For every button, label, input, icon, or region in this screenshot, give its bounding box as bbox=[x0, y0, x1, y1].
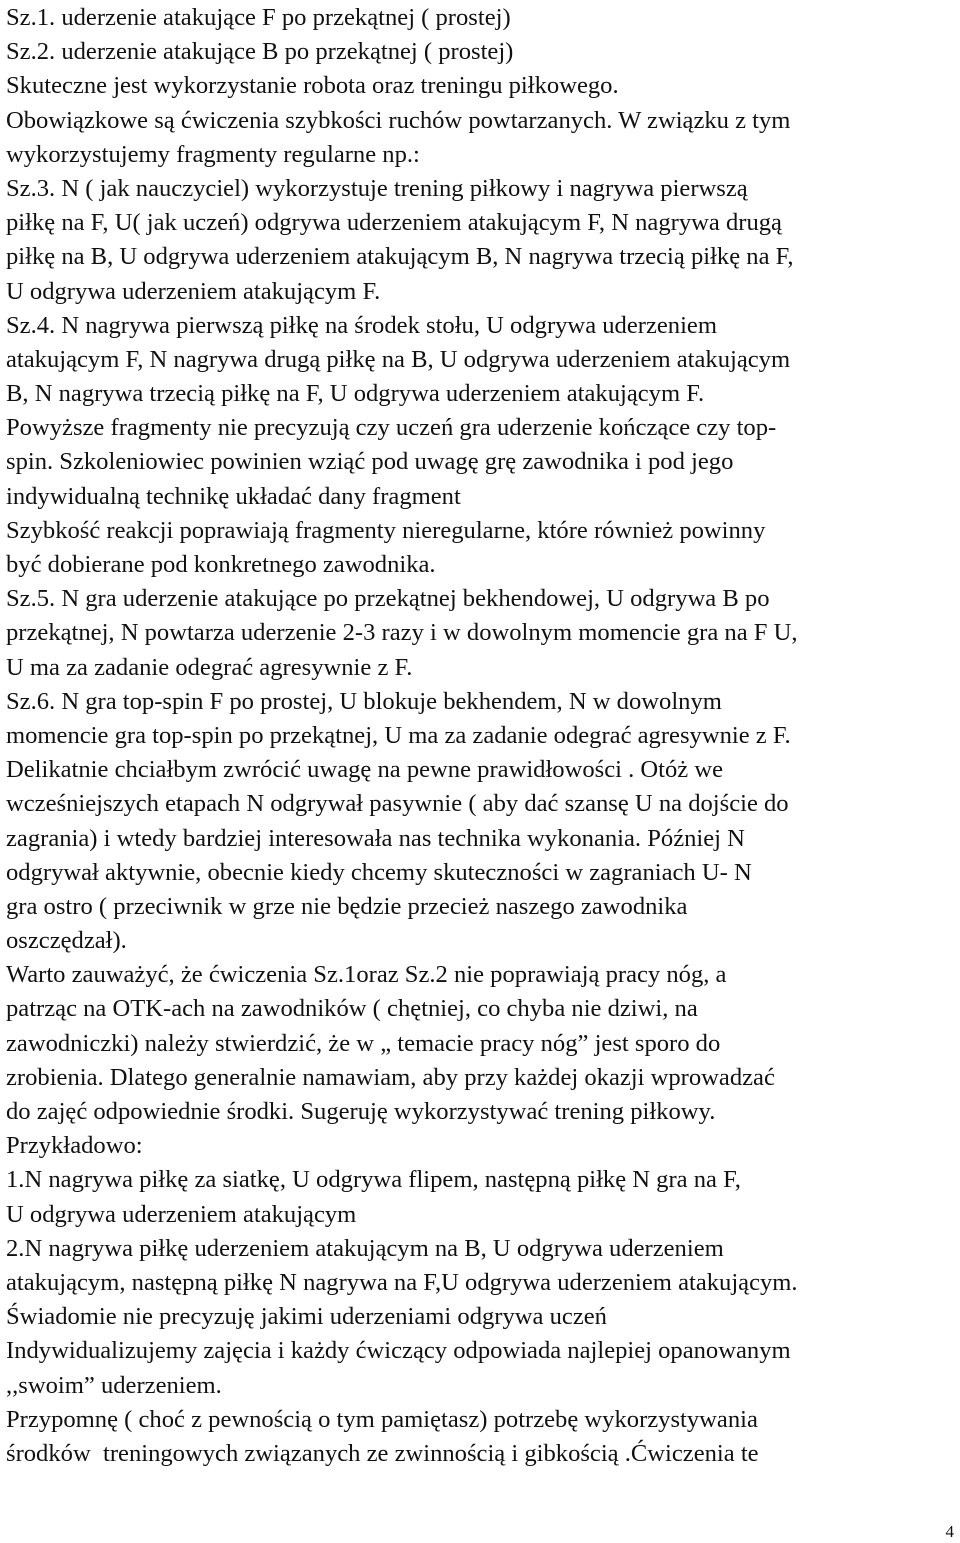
text-line: Skuteczne jest wykorzystanie robota oraz treningu piłkowego. bbox=[6, 72, 619, 100]
text-line: atakującym, następną piłkę N nagrywa na F,U odgrywa uderzeniem atakującym. bbox=[6, 1268, 798, 1296]
text-line: Sz.5. N gra uderzenie atakujące po przekątnej bekhendowej, U odgrywa B po bbox=[6, 585, 770, 613]
text-line: Delikatnie chciałbym zwrócić uwagę na pewne prawidłowości . Otóż we bbox=[6, 756, 724, 784]
text-line: Warto zauważyć, że ćwiczenia Sz.1oraz Sz.2 nie poprawiają pracy nóg, a bbox=[6, 961, 727, 989]
text-line: piłkę na F, U( jak uczeń) odgrywa uderzeniem atakującym F, N nagrywa drugą bbox=[6, 209, 782, 237]
text-line: zrobienia. Dlatego generalnie namawiam, aby przy każdej okazji wprowadzać bbox=[6, 1063, 775, 1091]
text-line: B, N nagrywa trzecią piłkę na F, U odgrywa uderzeniem atakującym F. bbox=[6, 380, 705, 408]
body-text bbox=[6, 1, 958, 1471]
text-line: Indywidualizujemy zajęcia i każdy ćwiczący odpowiada najlepiej opanowanym bbox=[6, 1337, 791, 1365]
text-line: Sz.6. N gra top-spin F po prostej, U blokuje bekhendem, N w dowolnym bbox=[6, 687, 722, 715]
text-line: Powyższe fragmenty nie precyzują czy uczeń gra uderzenie kończące czy top- bbox=[6, 414, 777, 442]
text-line: oszczędzał). bbox=[6, 927, 127, 955]
text-line: Szybkość reakcji poprawiają fragmenty nieregularne, które również powinny bbox=[6, 516, 766, 544]
text-line: Przykładowo: bbox=[6, 1132, 143, 1160]
text-line: odgrywał aktywnie, obecnie kiedy chcemy skuteczności w zagraniach U- N bbox=[6, 858, 752, 886]
text-line: momencie gra top-spin po przekątnej, U ma za zadanie odegrać agresywnie z F. bbox=[6, 721, 791, 749]
text-line: Obowiązkowe są ćwiczenia szybkości ruchów powtarzanych. W związku z tym bbox=[6, 106, 791, 134]
text-line: 1.N nagrywa piłkę za siatkę, U odgrywa flipem, następną piłkę N gra na F, bbox=[6, 1166, 741, 1194]
page-number: 4 bbox=[945, 1522, 954, 1541]
text-line: do zajęć odpowiednie środki. Sugeruję wykorzystywać trening piłkowy. bbox=[6, 1098, 716, 1125]
text-line: piłkę na B, U odgrywa uderzeniem atakującym B, N nagrywa trzecią piłkę na F, bbox=[6, 243, 794, 271]
text-line: środków treningowych związanych ze zwinnością i gibkością .Ćwiczenia te bbox=[6, 1439, 759, 1467]
text-line: gra ostro ( przeciwnik w grze nie będzie przecież naszego zawodnika bbox=[6, 892, 688, 920]
text-line: przekątnej, N powtarza uderzenie 2-3 razy i w dowolnym momencie gra na F U, bbox=[6, 619, 798, 647]
text-line: atakującym F, N nagrywa drugą piłkę na B, U odgrywa uderzeniem atakującym bbox=[6, 345, 791, 373]
text-line: U ma za zadanie odegrać agresywnie z F. bbox=[6, 653, 413, 681]
text-line: być dobierane pod konkretnego zawodnika. bbox=[6, 551, 436, 578]
text-line: zagrania) i wtedy bardziej interesowała nas technika wykonania. Później N bbox=[6, 824, 745, 852]
text-line: wykorzystujemy fragmenty regularne np.: bbox=[6, 140, 420, 168]
text-line: zawodniczki) należy stwierdzić, że w „ temacie pracy nóg” jest sporo do bbox=[6, 1029, 721, 1057]
text-line: ,,swoim” uderzeniem. bbox=[6, 1371, 222, 1399]
text-line: 2.N nagrywa piłkę uderzeniem atakującym na B, U odgrywa uderzeniem bbox=[6, 1234, 724, 1262]
text-line: Sz.3. N ( jak nauczyciel) wykorzystuje trening piłkowy i nagrywa pierwszą bbox=[6, 174, 748, 202]
text-line: Sz.2. uderzenie atakujące B po przekątnej ( prostej) bbox=[6, 38, 514, 66]
text-line: Sz.1. uderzenie atakujące F po przekątnej ( prostej) bbox=[6, 4, 511, 31]
text-line: spin. Szkoleniowiec powinien wziąć pod uwagę grę zawodnika i pod jego bbox=[6, 448, 734, 476]
text-line: Przypomnę ( choć z pewnością o tym pamiętasz) potrzebę wykorzystywania bbox=[6, 1405, 758, 1433]
text-line: indywidualną technikę układać dany fragment bbox=[6, 482, 461, 510]
text-line: U odgrywa uderzeniem atakującym bbox=[6, 1200, 357, 1228]
text-line: Świadomie nie precyzuję jakimi uderzeniami odgrywa uczeń bbox=[6, 1303, 607, 1331]
text-line: Sz.4. N nagrywa pierwszą piłkę na środek stołu, U odgrywa uderzeniem bbox=[6, 311, 717, 339]
text-line: wcześniejszych etapach N odgrywał pasywnie ( aby dać szansę U na dojście do bbox=[6, 790, 789, 818]
text-line: U odgrywa uderzeniem atakującym F. bbox=[6, 277, 381, 305]
text-line: patrząc na OTK-ach na zawodników ( chętniej, co chyba nie dziwi, na bbox=[6, 995, 698, 1023]
